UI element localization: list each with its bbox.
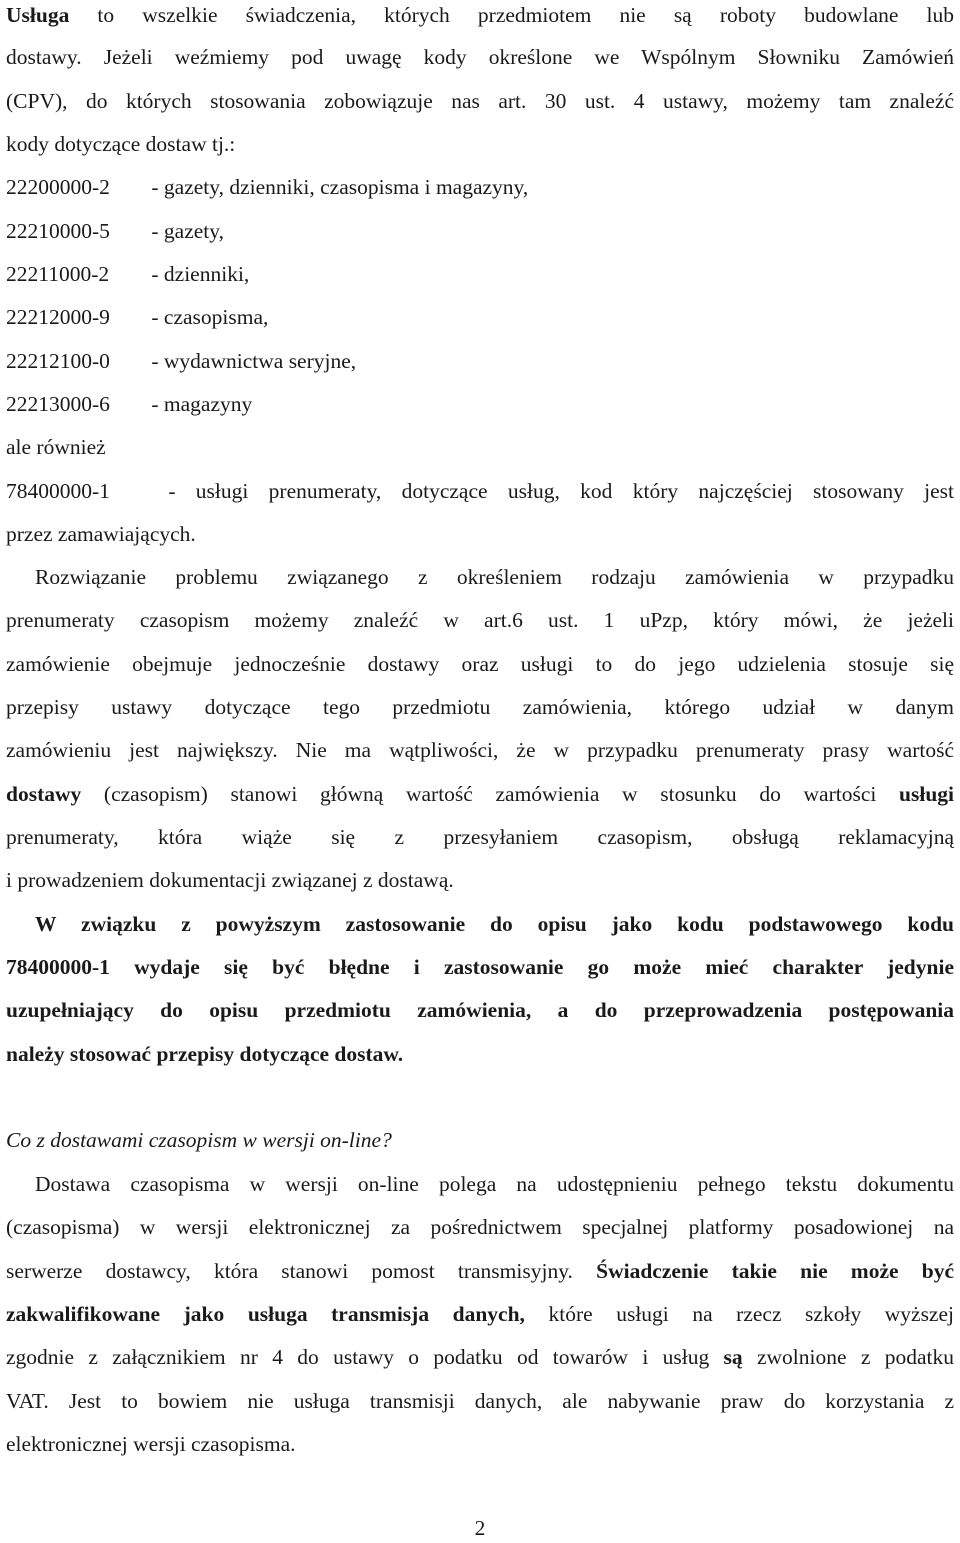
paragraph-1-line-3: (CPV), do których stosowania zobowiązuje nas art. 30 ust. 4 ustawy, możemy tam znaleźć [6,89,954,113]
paragraph-4-line-7: elektronicznej wersji czasopisma. [6,1432,296,1456]
term-usluga: Usługa [6,3,70,27]
paragraph-1-line-2: dostawy. Jeżeli weźmiemy pod uwagę kody określone we Wspólnym Słowniku Zamówień [6,45,954,69]
cpv-desc: - dzienniki, [146,262,250,286]
cpv-code-item [6,172,954,202]
cpv-desc: - magazyny [146,392,253,416]
cpv-code-item [6,216,954,246]
paragraph-4-line-1: Dostawa czasopisma w wersji on-line polega na udostępnieniu pełnego tekstu dokumentu [35,1172,954,1196]
cpv-code: 22212100-0 [6,349,110,373]
text: zgodnie z załącznikiem nr 4 do ustawy o podatku od towarów i usług [6,1345,724,1369]
paragraph-2-line-2: prenumeraty czasopism możemy znaleźć w art.6 ust. 1 uPzp, który mówi, że jeżeli [6,608,954,632]
cpv-code: 22213000-6 [6,392,110,416]
cpv-desc: - wydawnictwa seryjne, [146,349,357,373]
paragraph-2-line-4: przepisy ustawy dotyczące tego przedmiotu zamówienia, którego udział w danym [6,695,954,719]
emphasis: Świadczenie takie nie może być [596,1259,954,1283]
page-number: 2 [474,1516,486,1540]
text: (czasopism) stanowi główną wartość zamówienia w stosunku do wartości [81,782,900,806]
term-dostawy: dostawy [6,782,82,806]
paragraph-4-line-2: (czasopisma) w wersji elektronicznej za pośrednictwem specjalnej platformy posadowionej na [6,1215,954,1239]
paragraph-2-line-3: zamówienie obejmuje jednocześnie dostawy oraz usługi to do jego udzielenia stosuje się [6,652,954,676]
cpv-code-item [6,302,954,332]
paragraph-4-line-3 [6,1256,954,1286]
paragraph-2-line-6 [6,779,954,809]
cpv-code-service [6,476,954,506]
paragraph-2-line-7: prenumeraty, która wiąże się z przesyłaniem czasopism, obsługą reklamacyjną [6,825,954,849]
conclusion-line-2: 78400000-1 wydaje się być błędne i zastosowanie go może mieć charakter jedynie [6,955,954,979]
paragraph-1-line-1 [6,0,954,30]
cpv-code-item [6,389,954,419]
paragraph-4-line-6: VAT. Jest to bowiem nie usługa transmisji danych, ale nabywanie praw do korzystania z [6,1389,954,1413]
cpv-code: 22211000-2 [6,262,110,286]
text: które usługi na rzecz szkoły wyższej [524,1302,954,1326]
conclusion-line-1: W związku z powyższym zastosowanie do opisu jako kodu podstawowego kodu [35,912,954,936]
emphasis: są [723,1345,743,1369]
cpv-code: 22212000-9 [6,305,110,329]
cpv-code-service-cont: przez zamawiających. [6,522,196,546]
cpv-code-item [6,259,954,289]
paragraph-2-line-8: i prowadzeniem dokumentacji związanej z dostawą. [6,868,454,892]
paragraph-4-line-4 [6,1299,954,1329]
conclusion-line-3: uzupełniający do opisu przedmiotu zamówienia, a do przeprowadzenia postępowania [6,998,954,1022]
cpv-code-item [6,346,954,376]
cpv-desc: - usługi prenumeraty, dotyczące usług, kod który najczęściej stosowany jest [148,479,954,503]
conclusion-line-4: należy stosować przepisy dotyczące dostaw. [6,1042,404,1066]
cpv-desc: - gazety, dzienniki, czasopisma i magazyny, [146,175,529,199]
paragraph-4-line-5 [6,1342,954,1372]
paragraph-1-line-4: kody dotyczące dostaw tj.: [6,132,236,156]
also-label: ale również [6,435,106,459]
emphasis: zakwalifikowane jako usługa transmisja danych, [6,1302,525,1326]
text: to wszelkie świadczenia, których przedmiotem nie są roboty budowlane lub [69,3,954,27]
cpv-code: 78400000-1 [6,479,110,503]
cpv-code: 22200000-2 [6,175,110,199]
paragraph-2-line-1: Rozwiązanie problemu związanego z określeniem rodzaju zamówienia w przypadku [35,565,954,589]
cpv-desc: - gazety, [146,219,224,243]
term-uslugi: usługi [899,782,954,806]
paragraph-2-line-5: zamówieniu jest największy. Nie ma wątpliwości, że w przypadku prenumeraty prasy wartość [6,738,954,762]
text: zwolnione z podatku [742,1345,954,1369]
cpv-code: 22210000-5 [6,219,110,243]
text: serwerze dostawcy, która stanowi pomost transmisyjny. [6,1259,597,1283]
cpv-desc: - czasopisma, [146,305,269,329]
section-heading: Co z dostawami czasopism w wersji on-line? [6,1128,392,1152]
